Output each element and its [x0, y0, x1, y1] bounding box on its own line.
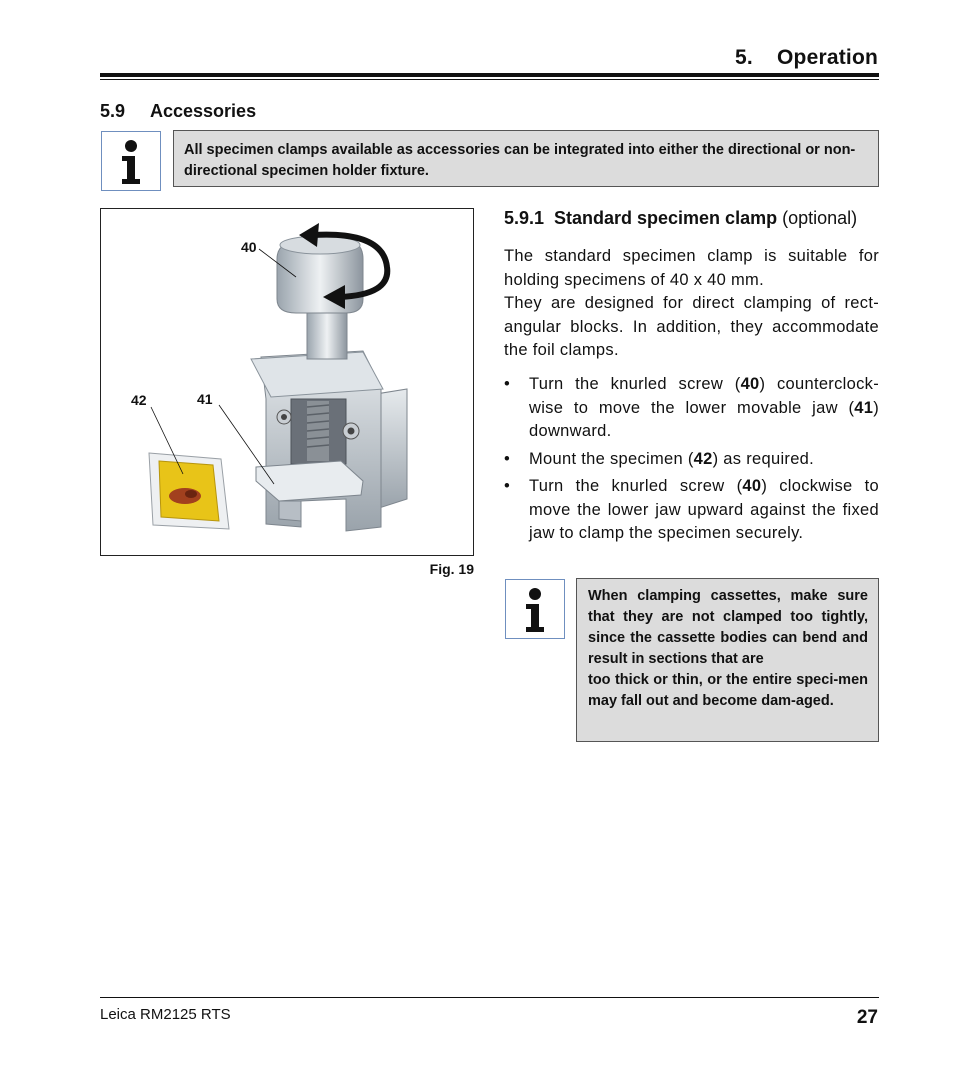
callout-40: 40	[241, 239, 257, 255]
subsection-title: Standard specimen clamp	[554, 208, 778, 228]
figure-caption: Fig. 19	[429, 561, 474, 577]
callout-41: 41	[197, 391, 213, 407]
subsection-heading	[504, 208, 857, 229]
header-rule	[100, 73, 879, 77]
callout-42: 42	[131, 392, 147, 408]
figure-19	[100, 208, 474, 556]
subsection-number: 5.9.1	[504, 208, 545, 228]
header-rule-thin	[100, 79, 879, 80]
paragraph-specimen-size: The standard specimen clamp is suitable for holding specimens of 40 x 40 mm.	[504, 247, 879, 289]
info-note-cassettes	[576, 578, 879, 742]
specimen-clamp-illustration	[101, 209, 473, 555]
page-number: 27	[856, 1007, 878, 1028]
section-title: Accessories	[150, 101, 257, 121]
list-item: • Turn the knurled screw (40) counterclock-wise to move the lower movable jaw (41) downward.	[504, 373, 879, 444]
chapter-title: 5. Operation	[734, 46, 878, 69]
info-note-text-part1: When clamping cassettes, make sure that they are not clamped too tightly, since the cassette bodies can bend and result in sections that are	[588, 588, 868, 667]
info-icon	[505, 579, 565, 639]
paragraph-clamping: They are designed for direct clamping of rect-angular blocks. In addition, they accommodate the foil clamps.	[504, 294, 879, 359]
list-item: • Turn the knurled screw (40) clockwise to move the lower jaw upward against the fixed jaw to clamp the specimen securely.	[504, 475, 879, 546]
footer-rule	[100, 997, 879, 998]
info-note-accessories	[173, 130, 879, 187]
info-note-text-part2: too thick or thin, or the entire speci-men may fall out and become dam-aged.	[588, 672, 868, 709]
footer-product: Leica RM2125 RTS	[100, 1006, 231, 1023]
subsection-suffix: (optional)	[782, 208, 858, 228]
list-item: • Mount the specimen (42) as required.	[504, 448, 879, 472]
section-heading	[100, 101, 256, 122]
info-icon	[101, 131, 161, 191]
info-note-text: All specimen clamps available as accessories can be integrated into either the directional or non-directional specimen holder fixture.	[184, 142, 856, 179]
section-number: 5.9	[100, 101, 126, 121]
instruction-list	[504, 373, 879, 550]
